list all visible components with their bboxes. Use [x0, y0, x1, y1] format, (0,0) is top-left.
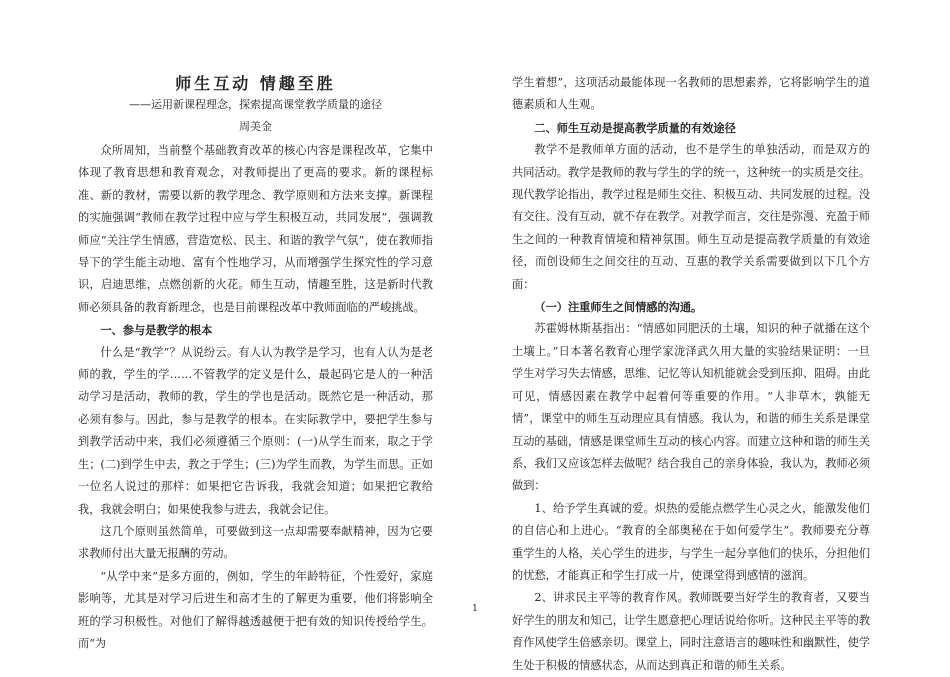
paragraph: 教学不是教师单方面的活动，也不是学生的单独活动，而是双方的共同活动。教学是教师的教与学生的学的统一，这种统一的实质是交往。现代教学论指出，教学过程是师生交往、积极互动、共同发展的过程。没有交往、没有互动，就不存在教学。对教学而言，交往是弥漫、充盈于师生之间的一种教育情境和精神氛围。师生互动是提高教学质量的有效途径，而创设师生之间交往的互动、互惠的教学关系需要做到以下几个方面：: [512, 143, 871, 291]
paragraph: 众所周知，当前整个基础教育改革的核心内容是课程改革，它集中体现了教育思想和教育观念，对教师提出了更高的要求。新的课程标准、新的教材，需要以新的教学理念、教学原则和方法来支撑。新课程的实施强调“教师在教学过程中应与学生积极互动，共同发展”，强调教师应“关注学生情感，营造宽松、民主、和谐的教学气氛”，使在教师指导下的学生能主动地、富有个性地学习，从而增强学生探究性的学习意识，启迪思维，点燃创新的火花。师生互动，情趣至胜，这是新时代教师必须具备的教育新理念，也是目前课程改革中教师面临的严峻挑战。: [78, 144, 433, 314]
section-heading: 二、师生互动是提高教学质量的有效途径: [534, 120, 736, 135]
author-name: 周美金: [239, 120, 272, 133]
left-column: [78, 72, 433, 655]
paragraph: 1、给予学生真诚的爱。炽热的爱能点燃学生心灵之火，能激发他们的自信心和上进心。“教育的全部奥秘在于如何爱学生”。教师要充分尊重学生的人格，关心学生的进步，与学生一起分享他们的快乐，分担他们的忧愁，才能真正和学生打成一片，使课堂得到感情的滋润。: [512, 501, 871, 582]
document-title: 师生互动 情趣至胜: [175, 74, 336, 93]
page-number: 1: [472, 604, 478, 614]
paragraph: “从学中来”是多方面的，例如，学生的年龄特征，个性爱好，家庭影响等，尤其是对学习后进生和高才生的了解更为重要，他们将影响全班的学习积极性。对他们了解得越透越便于把有效的知识传授给学生。而“为: [78, 569, 433, 650]
paragraph: 什么是“教学”？从说纷云。有人认为教学是学习，也有人认为是老师的教，学生的学……不管教学的定义是什么，最起码它是人的一种活动学习是活动，教师的教，学生的学也是活动。既然它是一种活动，那必须有参与。因此，参与是教学的根本。在实际教学中，要把学生参与到教学活动中来，我们必须遵循三个原则：(一)从学生而来，取之于学生；(二)到学生中去，教之于学生；(三)为学生而教，为学生而思。正如一位名人说过的那样：如果把它告诉我，我就会知道；如果把它教给我，我就会明白；如果使我参与进去，我就会记住。: [78, 345, 433, 516]
subsection-heading: （一）注重师生之间情感的沟通。: [534, 300, 703, 315]
paragraph: 这几个原则虽然简单，可要做到这一点却需要奉献精神，因为它要求教师付出大量无报酬的劳动。: [78, 524, 433, 561]
paragraph: 2、讲求民主平等的教育作风。教师既要当好学生的教育者，又要当好学生的朋友和知己，让学生愿意把心理话说给你听。这种民主平等的教育作风使学生倍感亲切。课堂上，同时注意语言的趣味性和幽默性，使学生处于积极的情感状态，从而达到真正和谐的师生关系。: [512, 591, 871, 672]
paragraph: 苏霍姆林斯基指出：“情感如同肥沃的土壤，知识的种子就播在这个土壤上。”日本著名教育心理学家泷泽武久用大量的实验结果证明：一旦学生对学习失去情感，思维、记忆等认知机能就会受到压抑、阻碍。由此可见，情感因素在教学中起着何等重要的作用。“人非草木，孰能无情”，课堂中的师生互动理应具有情感。我认为，和谐的师生关系是课堂互动的基础，情感是课堂师生互动的核心内容。而建立这种和谐的师生关系，我们又应该怎样去做呢？结合我自己的亲身体验，我认为，教师必须做到：: [512, 322, 871, 493]
paragraph-continued: 学生着想”，这项活动最能体现一名教师的思想素养，它将影响学生的道德素质和人生观。: [512, 76, 870, 112]
document-subtitle: ——运用新课程理念，探索提高课堂教学质量的途径: [129, 98, 382, 111]
section-heading: 一、参与是教学的根本: [100, 323, 213, 338]
right-column: [512, 72, 870, 677]
